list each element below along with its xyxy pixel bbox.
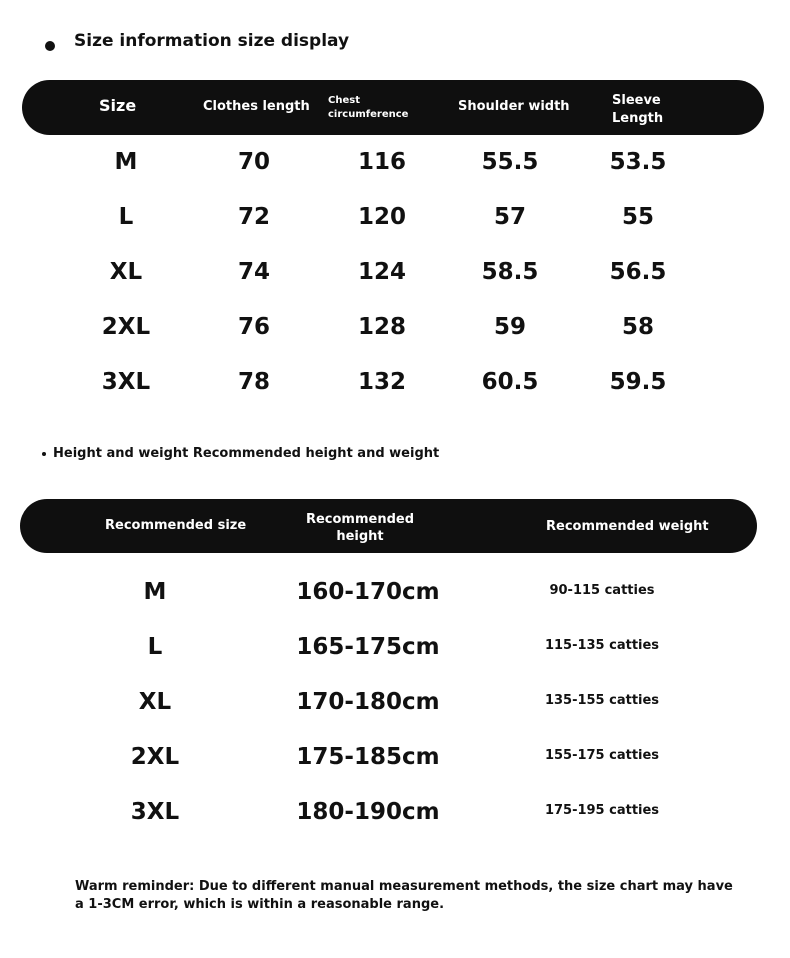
cell-clothes-length: 78 bbox=[237, 369, 270, 395]
warm-reminder-text: Warm reminder: Due to different manual measurement methods, the size chart may have a 1-3CM error, which is within a reasonable range. bbox=[75, 879, 733, 912]
header-size: Size bbox=[99, 96, 137, 115]
cell-weight: 90-115 catties bbox=[549, 583, 655, 598]
cell-chest: 120 bbox=[357, 204, 406, 230]
cell-size: 2XL bbox=[130, 744, 180, 770]
cell-height: 180-190cm bbox=[296, 799, 440, 825]
cell-shoulder: 55.5 bbox=[481, 149, 539, 175]
cell-size: M bbox=[114, 149, 138, 175]
cell-size: L bbox=[118, 204, 134, 230]
cell-chest: 132 bbox=[357, 369, 406, 395]
cell-height: 170-180cm bbox=[296, 689, 440, 715]
cell-sleeve: 53.5 bbox=[609, 149, 667, 175]
header-recommended-height: Recommended height bbox=[305, 512, 415, 544]
header-clothes-length: Clothes length bbox=[203, 99, 310, 114]
cell-size: L bbox=[147, 634, 163, 660]
size-section-title: Size information size display bbox=[74, 31, 350, 51]
cell-size: 2XL bbox=[101, 314, 151, 340]
note-bullet-icon bbox=[42, 452, 46, 456]
cell-clothes-length: 76 bbox=[237, 314, 270, 340]
header-chest-circumference: Chest circumference bbox=[328, 95, 409, 120]
cell-sleeve: 59.5 bbox=[609, 369, 667, 395]
cell-shoulder: 57 bbox=[493, 204, 526, 230]
cell-height: 165-175cm bbox=[296, 634, 440, 660]
header-sleeve-length: Sleeve Length bbox=[612, 93, 664, 126]
cell-size: M bbox=[143, 579, 167, 605]
cell-size: 3XL bbox=[101, 369, 151, 395]
recommend-section-title: Height and weight Recommended height and weight bbox=[53, 446, 440, 461]
cell-clothes-length: 72 bbox=[237, 204, 270, 230]
cell-sleeve: 55 bbox=[621, 204, 654, 230]
section-bullet-icon bbox=[45, 41, 55, 51]
cell-chest: 124 bbox=[357, 259, 406, 285]
header-recommended-size: Recommended size bbox=[105, 518, 247, 533]
cell-shoulder: 60.5 bbox=[481, 369, 539, 395]
cell-shoulder: 58.5 bbox=[481, 259, 539, 285]
cell-shoulder: 59 bbox=[493, 314, 526, 340]
cell-height: 160-170cm bbox=[296, 579, 440, 605]
cell-sleeve: 56.5 bbox=[609, 259, 667, 285]
cell-weight: 135-155 catties bbox=[544, 693, 660, 708]
cell-weight: 115-135 catties bbox=[544, 638, 660, 653]
header-shoulder-width: Shoulder width bbox=[458, 99, 570, 114]
cell-size: 3XL bbox=[130, 799, 180, 825]
cell-clothes-length: 70 bbox=[237, 149, 270, 175]
cell-sleeve: 58 bbox=[621, 314, 654, 340]
cell-weight: 175-195 catties bbox=[544, 803, 660, 818]
cell-chest: 128 bbox=[357, 314, 406, 340]
cell-size: XL bbox=[109, 259, 143, 285]
cell-clothes-length: 74 bbox=[237, 259, 270, 285]
cell-weight: 155-175 catties bbox=[544, 748, 660, 763]
header-recommended-weight: Recommended weight bbox=[546, 519, 709, 534]
cell-height: 175-185cm bbox=[296, 744, 440, 770]
cell-chest: 116 bbox=[357, 149, 406, 175]
cell-size: XL bbox=[138, 689, 172, 715]
